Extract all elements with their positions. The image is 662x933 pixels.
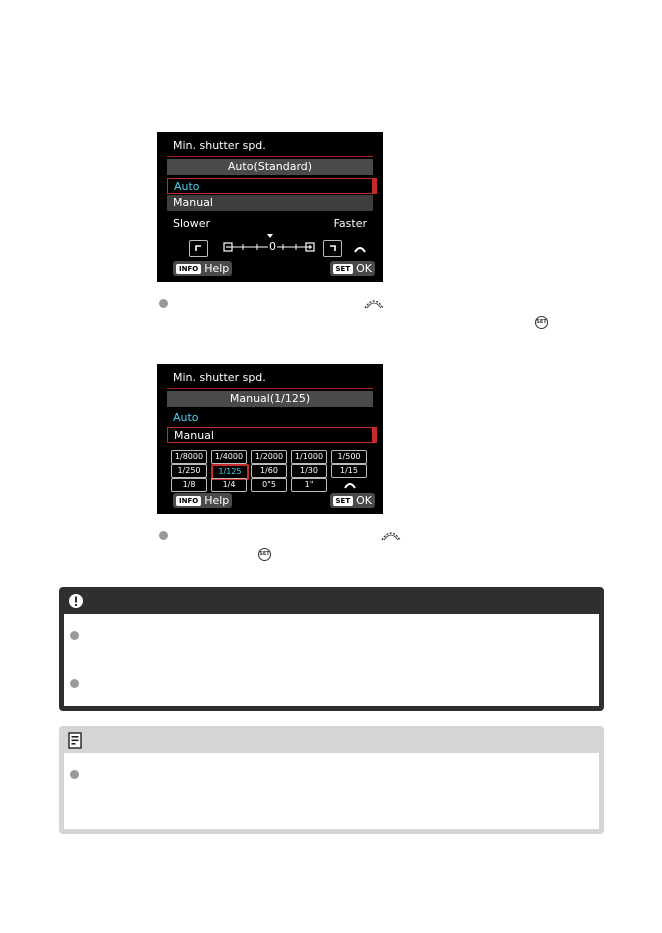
info-tag: INFO (176, 264, 201, 274)
set-button-icon: SET (258, 548, 271, 561)
speed-cell[interactable]: 1/30 (291, 464, 327, 478)
arrow-left-icon (190, 241, 207, 256)
caution-box (59, 587, 604, 711)
arrow-right-icon (324, 241, 341, 256)
speed-cell-selected[interactable]: 1/125 (211, 464, 249, 480)
faster-label: Faster (333, 217, 367, 230)
memo-icon (68, 732, 82, 749)
screen-title: Min. shutter spd. (173, 139, 266, 152)
set-tag: SET (333, 264, 354, 274)
title-underline (167, 388, 373, 389)
option-manual[interactable]: Manual (167, 427, 373, 443)
main-dial-icon (343, 480, 357, 490)
bullet-dot (70, 631, 79, 640)
speed-cell[interactable]: 1/500 (331, 450, 367, 464)
option-auto[interactable]: Auto (167, 178, 373, 194)
scale-value: 0 (269, 240, 276, 253)
set-button-icon: SET (535, 316, 548, 329)
note-body (64, 753, 599, 829)
speed-cell[interactable]: 1/4000 (211, 450, 247, 464)
speed-cell[interactable]: 1/250 (171, 464, 207, 478)
bullet-dot (70, 770, 79, 779)
speed-cell[interactable]: 0"5 (251, 478, 287, 492)
speed-cell[interactable]: 1/8 (171, 478, 207, 492)
note-box (59, 726, 604, 834)
info-tag: INFO (176, 496, 201, 506)
bullet-dot (159, 531, 168, 540)
speed-cell[interactable]: 1/1000 (291, 450, 327, 464)
main-dial-icon (353, 244, 367, 254)
caution-body (64, 614, 599, 706)
bullet-dot (70, 679, 79, 688)
main-dial-icon (363, 296, 385, 310)
set-ok-button[interactable] (330, 493, 375, 508)
faster-arrow-button[interactable] (323, 240, 342, 257)
speed-cell[interactable]: 1/60 (251, 464, 287, 478)
option-auto[interactable]: Auto (173, 411, 199, 424)
set-tag: SET (333, 496, 354, 506)
ok-label: OK (356, 262, 372, 275)
screen-title: Min. shutter spd. (173, 371, 266, 384)
caution-icon (68, 593, 84, 609)
main-dial-icon (380, 528, 402, 542)
info-help-button[interactable] (173, 261, 232, 276)
help-label: Help (204, 494, 230, 507)
mode-display: Auto(Standard) (167, 159, 373, 175)
bullet-dot (159, 299, 168, 308)
speed-cell[interactable]: 1/2000 (251, 450, 287, 464)
mode-display: Manual(1/125) (167, 391, 373, 407)
option-manual[interactable]: Manual (167, 195, 373, 211)
set-ok-button[interactable] (330, 261, 375, 276)
speed-cell[interactable]: 1/4 (211, 478, 247, 492)
slower-label: Slower (173, 217, 211, 230)
camera-screen-manual (157, 364, 383, 514)
title-underline (167, 156, 373, 157)
info-help-button[interactable] (173, 493, 232, 508)
speed-cell[interactable]: 1" (291, 478, 327, 492)
camera-screen-auto (157, 132, 383, 282)
speed-cell[interactable]: 1/8000 (171, 450, 207, 464)
ok-label: OK (356, 494, 372, 507)
help-label: Help (204, 262, 230, 275)
speed-cell[interactable]: 1/15 (331, 464, 367, 478)
slower-arrow-button[interactable] (189, 240, 208, 257)
